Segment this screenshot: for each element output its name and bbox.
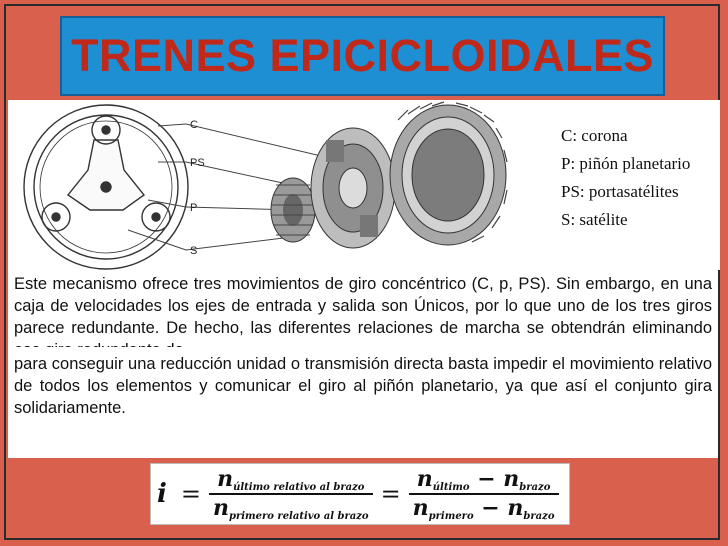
paragraph-1: Este mecanismo ofrece tres movimientos de giro concéntrico (C, p, PS). Sin embargo, en una caja de velocidades los ejes de entrada y salida son Únicos, por lo que uno de los tres giros parece redundante. De hecho, las diferentes relaciones de marcha se obtendrán eliminando (14, 275, 712, 337)
legend-item-portasatelites: PS: portasatélites (561, 182, 679, 201)
sun-gear (271, 178, 315, 242)
fraction-absolute-denominator: $n_{primero} - n_{brazo}$ (412, 495, 555, 522)
label-c: C (190, 119, 198, 131)
fraction-absolute (409, 466, 559, 522)
schematic-view (24, 105, 188, 269)
label-p: P (190, 202, 198, 214)
title-bar (60, 16, 665, 96)
formula-equals-2: = (380, 480, 401, 508)
fraction-relative (209, 466, 373, 522)
fraction-absolute-numerator: $n_{último} - n_{brazo}$ (416, 466, 551, 493)
slide-title: TRENES EPICICLOIDALES (70, 30, 655, 81)
legend-item-corona: C: corona (561, 126, 628, 145)
gear-diagram (8, 100, 720, 270)
fraction-relative-denominator: $n_{primero relativo al brazo}$ (213, 495, 369, 522)
legend-item-planetario: P: piñón planetario (561, 154, 691, 173)
carrier (311, 128, 395, 248)
gear-ratio-formula (150, 463, 570, 525)
gear-legend (561, 122, 690, 234)
formula-equals-1: = (180, 480, 201, 508)
text-block-1 (8, 270, 718, 348)
text-block-2 (8, 350, 718, 458)
paragraph-2: para conseguir una reducción unidad o transmisión directa basta impedir el movimiento relativo de todos los elementos y comunicar el giro al piñón planetario, ya que así el conjunto gira solidariamente. (14, 355, 712, 417)
legend-item-satelite: S: satélite (561, 210, 628, 229)
formula-lhs: i (157, 479, 167, 509)
label-ps: PS (190, 157, 205, 169)
label-s: S (190, 245, 198, 257)
fraction-relative-numerator: $n_{último relativo al brazo}$ (217, 466, 365, 493)
ring-gear (390, 102, 507, 245)
